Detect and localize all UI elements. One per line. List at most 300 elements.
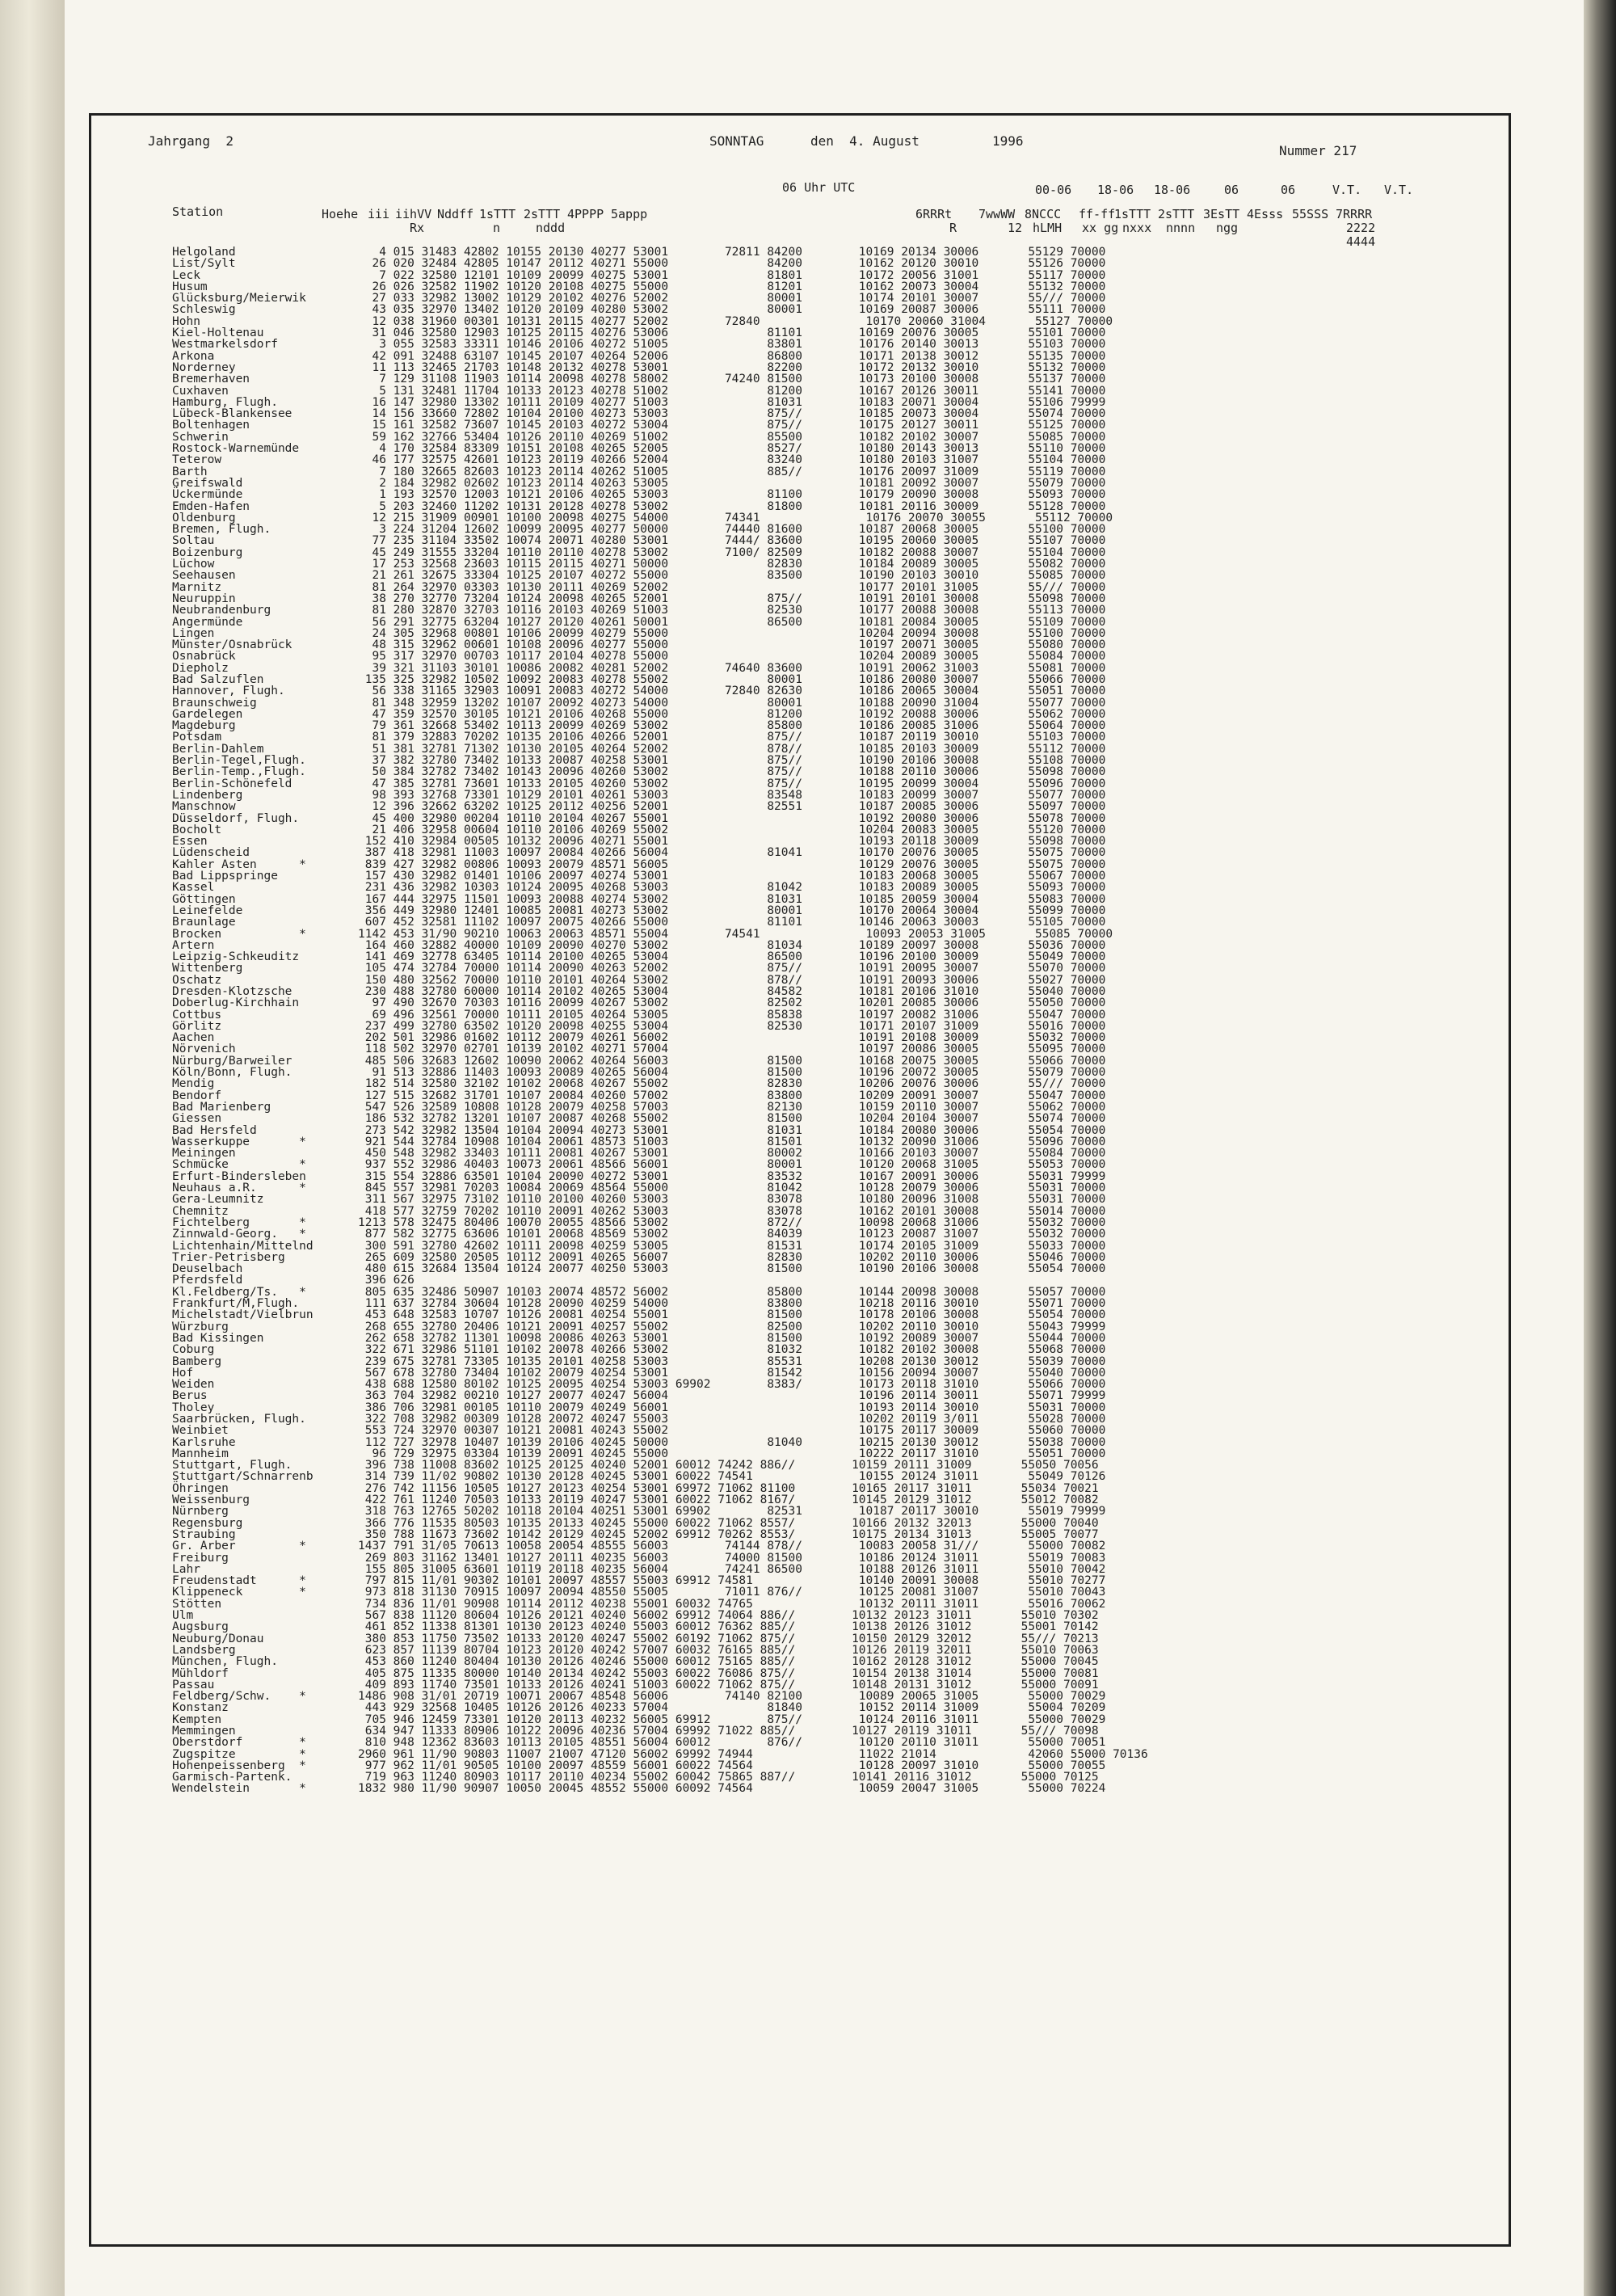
station-values: 45 400 32980 00204 10110 20104 40267 55001 10192 20080 30006 55078 70000 bbox=[358, 811, 1106, 825]
station-values: 409 893 11740 73501 10133 20126 40241 51003 60022 71062 875// 10148 20131 31012 55000 70091 bbox=[358, 1678, 1099, 1691]
station-name: Tholey bbox=[172, 1401, 215, 1414]
station-values: 937 552 32986 40403 10073 20061 48566 56001 80001 10120 20068 31005 55053 70000 bbox=[358, 1158, 1106, 1172]
station-values: 973 818 31130 70915 10097 20094 48550 55005 71011 876// 10125 20081 31007 55010 70043 bbox=[358, 1586, 1106, 1599]
station-name: Pferdsfeld bbox=[172, 1274, 243, 1287]
station-values: 418 577 32759 70202 10110 20091 40262 53003 83078 10162 20101 30008 55014 70000 bbox=[358, 1204, 1106, 1218]
station-name: Würzburg bbox=[172, 1320, 229, 1333]
table-row bbox=[172, 1656, 1148, 1667]
station-values: 322 708 32982 00309 10128 20072 40247 55003 10202 20119 3/011 55028 70000 bbox=[358, 1412, 1106, 1426]
station-name: Oldenburg bbox=[172, 511, 236, 524]
station-name: Garmisch-Partenk. bbox=[172, 1771, 292, 1784]
table-row bbox=[172, 824, 1148, 836]
station-values: 977 962 11/01 90505 10100 20097 48559 56001 60022 74564 10128 20097 31010 55000 70055 bbox=[358, 1759, 1106, 1772]
station-name: Göttingen bbox=[172, 892, 236, 906]
table-row bbox=[172, 1529, 1148, 1540]
station-name: Neubrandenburg bbox=[172, 604, 271, 617]
station-name: Passau bbox=[172, 1678, 215, 1691]
station-name: Landsberg bbox=[172, 1643, 236, 1657]
station-values: 81 264 32970 03303 10130 20111 40269 52002 10177 20101 31005 55/// 70000 bbox=[358, 580, 1106, 594]
table-row bbox=[172, 478, 1148, 489]
station-name: Lingen bbox=[172, 626, 215, 640]
station-values: 1486 908 31/01 20719 10071 20067 48548 56006 74140 82100 10089 20065 31005 55000 70029 bbox=[358, 1690, 1106, 1704]
station-name: Arkona bbox=[172, 349, 215, 363]
table-row bbox=[172, 1460, 1148, 1471]
table-row bbox=[172, 1136, 1148, 1148]
station-name: Freudenstadt * bbox=[172, 1574, 306, 1588]
table-row bbox=[172, 1171, 1148, 1182]
station-name: Weinbiet bbox=[172, 1424, 229, 1438]
station-values: 150 480 32562 70000 10110 20101 40264 53002 878// 10191 20093 30006 55027 70000 bbox=[358, 973, 1106, 987]
station-values: 366 776 11535 80503 10135 20133 40245 55000 60022 71062 8557/ 10166 20132 32013 55000 70040 bbox=[358, 1516, 1099, 1530]
station-values: 7 129 31108 11903 10114 20098 40278 58002 74240 81500 10173 20100 30008 55137 70000 bbox=[358, 373, 1106, 386]
station-name: Stuttgart/Schnarrenb bbox=[172, 1470, 314, 1484]
station-name: Frankfurt/M,Flugh. bbox=[172, 1297, 300, 1311]
station-values: 553 724 32970 00307 10121 20081 40243 55002 10175 20117 30009 55060 70000 bbox=[358, 1424, 1106, 1438]
station-values: 21 261 32675 33304 10125 20107 40272 55000 83500 10190 20103 30010 55085 70000 bbox=[358, 569, 1106, 583]
table-row bbox=[172, 813, 1148, 824]
station-values: 4 015 31483 42802 10155 20130 40277 53001 72811 84200 10169 20134 30006 55129 70000 bbox=[358, 246, 1106, 259]
station-values: 5 203 32460 11202 10131 20128 40278 53002 81800 10181 20116 30009 55128 70000 bbox=[358, 499, 1106, 513]
col-sub-rx: Rx bbox=[410, 221, 425, 235]
station-values: 877 582 32775 63606 10101 20068 48569 53002 84039 10123 20087 31007 55032 70000 bbox=[358, 1228, 1106, 1241]
table-row bbox=[172, 1506, 1148, 1517]
col-sub-4444: 4444 bbox=[1346, 234, 1376, 249]
station-name: Wasserkuppe * bbox=[172, 1135, 306, 1148]
station-name: Magdeburg bbox=[172, 719, 236, 733]
table-row bbox=[172, 1645, 1148, 1656]
station-name: Brocken * bbox=[172, 927, 306, 941]
table-row bbox=[172, 709, 1148, 720]
table-row bbox=[172, 986, 1148, 997]
station-name: Feldberg/Schw. * bbox=[172, 1690, 306, 1704]
station-name: Lüchow bbox=[172, 558, 215, 571]
station-values: 81 348 32959 13202 10107 20092 40273 54000 80001 10188 20090 31004 55077 70000 bbox=[358, 696, 1106, 710]
table-row bbox=[172, 1344, 1148, 1355]
station-name: Rostock-Warnemünde bbox=[172, 442, 300, 456]
station-name: Helgoland bbox=[172, 246, 236, 259]
station-name: Essen bbox=[172, 835, 208, 849]
station-name: Manschnow bbox=[172, 800, 236, 814]
station-name: Kiel-Holtenau bbox=[172, 326, 264, 340]
station-values: 1213 578 32475 80406 10070 20055 48566 53002 872// 10098 20068 31006 55032 70000 bbox=[358, 1215, 1106, 1229]
station-values: 396 738 11008 83602 10125 20125 40240 52001 60012 74242 886// 10159 20111 31009 55050 70056 bbox=[358, 1459, 1099, 1472]
station-name: Erfurt-Bindersleben bbox=[172, 1169, 306, 1183]
station-name: Braunschweig bbox=[172, 696, 257, 710]
station-values: 38 270 32770 73204 10124 20098 40265 52001 875// 10191 20101 30008 55098 70000 bbox=[358, 592, 1106, 605]
table-row bbox=[172, 1228, 1148, 1240]
table-row bbox=[172, 997, 1148, 1009]
table-row bbox=[172, 1287, 1148, 1298]
col-top-06b: 06 bbox=[1281, 183, 1296, 197]
station-values: 24 305 32968 00801 10106 20099 40279 55000 10204 20094 30008 55100 70000 bbox=[358, 626, 1106, 640]
station-values: 268 655 32780 20406 10121 20091 40257 55002 82500 10202 20110 30010 55043 79999 bbox=[358, 1320, 1106, 1333]
table-row bbox=[172, 847, 1148, 858]
weekday-label: SONNTAG bbox=[709, 133, 764, 149]
table-row bbox=[172, 685, 1148, 697]
table-row bbox=[172, 1599, 1148, 1610]
station-name: Lübeck-Blankensee bbox=[172, 407, 292, 421]
station-values: 734 836 11/01 90908 10114 20112 40238 55001 60032 74765 10132 20111 31011 55016 70062 bbox=[358, 1597, 1106, 1611]
table-row bbox=[172, 1575, 1148, 1586]
table-row bbox=[172, 1113, 1148, 1124]
station-name: Stötten bbox=[172, 1597, 222, 1611]
station-values: 387 418 32981 11003 10097 20084 40266 56004 81041 10170 20076 30005 55075 70000 bbox=[358, 846, 1106, 860]
station-name: Dresden-Klotzsche bbox=[172, 985, 292, 998]
station-values: 719 963 11240 80903 10117 20110 40234 55002 60042 75865 887// 10141 20116 31012 55000 70125 bbox=[358, 1771, 1099, 1784]
station-values: 3 055 32583 33311 10146 20106 40272 51005 83801 10176 20140 30013 55103 70000 bbox=[358, 338, 1106, 352]
document-page bbox=[65, 0, 1584, 2296]
table-row bbox=[172, 916, 1148, 928]
station-name: Chemnitz bbox=[172, 1204, 229, 1218]
station-name: Schwerin bbox=[172, 430, 229, 444]
year-label: 1996 bbox=[992, 133, 1024, 149]
station-values: 623 857 11139 80704 10123 20120 40242 57007 60032 76165 885// 10126 20119 32011 55010 70063 bbox=[358, 1643, 1099, 1657]
table-row bbox=[172, 512, 1148, 524]
table-row bbox=[172, 1714, 1148, 1725]
station-values: 396 626 bbox=[358, 1274, 415, 1287]
station-name: Karlsruhe bbox=[172, 1435, 236, 1449]
col-hoehe: Hoehe bbox=[322, 207, 359, 221]
station-name: Köln/Bonn, Flugh. bbox=[172, 1066, 292, 1080]
station-values: 182 514 32580 32102 10102 20068 40267 55002 82830 10206 20076 30006 55/// 70000 bbox=[358, 1077, 1106, 1091]
table-row bbox=[172, 1125, 1148, 1136]
col-3estt: 3EsTT bbox=[1203, 207, 1240, 221]
table-row bbox=[172, 651, 1148, 662]
station-name: Osnabrück bbox=[172, 650, 236, 664]
station-values: 921 544 32784 10908 10104 20061 48573 51003 81501 10132 20090 31006 55096 70000 bbox=[358, 1135, 1106, 1148]
station-values: 1 193 32570 12003 10121 20106 40265 53003 81100 10179 20090 30008 55093 70000 bbox=[358, 488, 1106, 502]
table-row bbox=[172, 1356, 1148, 1367]
table-row bbox=[172, 1448, 1148, 1460]
col-sub-n: n bbox=[493, 221, 501, 235]
station-values: 839 427 32982 00806 10093 20079 48571 56005 10129 20076 30005 55075 70000 bbox=[358, 857, 1106, 871]
station-values: 237 499 32780 63502 10120 20098 40255 53004 82530 10171 20107 31009 55016 70000 bbox=[358, 1019, 1106, 1033]
table-row bbox=[172, 1067, 1148, 1078]
station-values: 56 338 31165 32903 10091 20083 40272 54000 72840 82630 10186 20065 30004 55051 70000 bbox=[358, 685, 1106, 698]
station-name: Hof bbox=[172, 1366, 194, 1380]
col-station: Station bbox=[172, 204, 224, 219]
table-row bbox=[172, 582, 1148, 593]
col-2sttt: 2sTTT bbox=[524, 207, 561, 221]
table-row bbox=[172, 1518, 1148, 1529]
station-values: 26 026 32582 11902 10120 20108 40275 55000 81201 10162 20073 30004 55132 70000 bbox=[358, 280, 1106, 293]
station-values: 112 727 32978 10407 10139 20106 40245 50000 81040 10215 20130 30012 55038 70000 bbox=[358, 1435, 1106, 1449]
station-name: Nörvenich bbox=[172, 1043, 236, 1056]
station-name: Teterow bbox=[172, 453, 222, 467]
station-name: Deuselbach bbox=[172, 1262, 243, 1276]
station-name: Saarbrücken, Flugh. bbox=[172, 1412, 306, 1426]
station-values: 45 249 31555 33204 10110 20110 40278 53002 7100/ 82509 10182 20088 30007 55104 70000 bbox=[358, 546, 1106, 559]
table-row bbox=[172, 1586, 1148, 1598]
table-row bbox=[172, 304, 1148, 315]
col-top-06a: 06 bbox=[1224, 183, 1239, 197]
station-values: 634 947 11333 80906 10122 20096 40236 57004 69992 71022 885// 10127 20119 31011 55/// 70098 bbox=[358, 1725, 1099, 1738]
table-row bbox=[172, 1182, 1148, 1194]
station-values: 480 615 32684 13504 10124 20077 40250 53003 81500 10190 20106 30008 55054 70000 bbox=[358, 1262, 1106, 1276]
table-row bbox=[172, 1564, 1148, 1575]
station-name: Berlin-Temp.,Flugh. bbox=[172, 765, 306, 779]
col-55sss: 55SSS bbox=[1292, 207, 1329, 221]
table-row bbox=[172, 1148, 1148, 1159]
table-row bbox=[172, 316, 1148, 327]
table-row bbox=[172, 744, 1148, 755]
station-values: 4 170 32584 83309 10151 20108 40265 52005 8527/ 10180 20143 30013 55110 70000 bbox=[358, 442, 1106, 456]
col-sub-2222: 2222 bbox=[1346, 221, 1376, 235]
table-row bbox=[172, 1367, 1148, 1379]
station-values: 265 609 32580 20505 10112 20091 40265 56007 82830 10202 20110 30006 55046 70000 bbox=[358, 1250, 1106, 1264]
station-values: 51 381 32781 71302 10130 20105 40264 52002 878// 10185 20103 30009 55112 70000 bbox=[358, 742, 1106, 756]
station-name: Norderney bbox=[172, 360, 236, 374]
station-name: Hamburg, Flugh. bbox=[172, 395, 278, 409]
station-name: Bremen, Flugh. bbox=[172, 523, 271, 537]
station-values: 16 147 32980 13302 10111 20109 40277 51003 81031 10183 20071 30004 55106 79999 bbox=[358, 395, 1106, 409]
table-row bbox=[172, 929, 1148, 940]
station-values: 91 513 32886 11403 10093 20089 40265 56004 81500 10196 20072 30005 55079 70000 bbox=[358, 1066, 1106, 1080]
table-row bbox=[172, 1078, 1148, 1089]
station-values: 1437 791 31/05 70613 10058 20054 48555 56003 74144 878// 10083 20058 31/// 55000 70082 bbox=[358, 1540, 1106, 1553]
station-name: Schmücke * bbox=[172, 1158, 306, 1172]
station-name: Gardelegen bbox=[172, 707, 243, 721]
station-name: Mannheim bbox=[172, 1447, 229, 1460]
station-values: 37 382 32780 73402 10133 20087 40258 53001 875// 10190 20106 30008 55108 70000 bbox=[358, 754, 1106, 768]
station-name: Artern bbox=[172, 938, 215, 952]
station-values: 152 410 32984 00505 10132 20096 40271 55001 10193 20118 30009 55098 70000 bbox=[358, 835, 1106, 849]
station-values: 46 177 32575 42601 10123 20119 40266 52004 83240 10180 20103 31007 55104 70000 bbox=[358, 453, 1106, 467]
station-name: Meiningen bbox=[172, 1147, 236, 1161]
station-values: 27 033 32982 13002 10129 20102 40276 52002 80001 10174 20101 30007 55/// 70000 bbox=[358, 292, 1106, 305]
station-values: 322 671 32986 51101 10102 20078 40266 53002 81032 10182 20102 30008 55068 70000 bbox=[358, 1343, 1106, 1357]
table-row bbox=[172, 836, 1148, 847]
station-values: 453 860 11240 80404 10130 20126 40246 55000 60012 75165 885// 10162 20128 31012 55000 70045 bbox=[358, 1655, 1099, 1669]
station-values: 98 393 32768 73301 10129 20101 40261 53003 83548 10183 20099 30007 55077 70000 bbox=[358, 788, 1106, 802]
table-row bbox=[172, 905, 1148, 916]
station-values: 231 436 32982 10303 10124 20095 40268 53003 81042 10183 20089 30005 55093 70000 bbox=[358, 881, 1106, 895]
station-values: 56 291 32775 63204 10127 20120 40261 50001 86500 10181 20084 30005 55109 70000 bbox=[358, 615, 1106, 629]
table-row bbox=[172, 1494, 1148, 1506]
station-values: 2960 961 11/90 90803 11007 21007 47120 56002 69992 74944 11022 21014 42060 55000 70136 bbox=[358, 1747, 1148, 1761]
station-name: Kl.Feldberg/Ts. * bbox=[172, 1285, 306, 1299]
station-name: Neuruppin bbox=[172, 592, 236, 605]
col-4esss: 4Esss bbox=[1247, 207, 1284, 221]
station-values: 81 379 32883 70202 10135 20106 40266 52001 875// 10187 20119 30010 55103 70000 bbox=[358, 731, 1106, 744]
table-row bbox=[172, 1241, 1148, 1252]
station-name: Bamberg bbox=[172, 1354, 222, 1368]
station-name: Lichtenhain/Mittelnd bbox=[172, 1239, 314, 1253]
table-row bbox=[172, 1437, 1148, 1448]
station-name: Barth bbox=[172, 465, 208, 478]
station-name: Düsseldorf, Flugh. bbox=[172, 811, 300, 825]
station-values: 95 317 32970 00703 10117 20104 40278 55000 10204 20089 30005 55084 70000 bbox=[358, 650, 1106, 664]
station-name: Nürnberg bbox=[172, 1505, 229, 1519]
station-name: Zugspitze * bbox=[172, 1747, 306, 1761]
table-row bbox=[172, 1021, 1148, 1032]
station-values: 273 542 32982 13504 10104 20094 40273 53001 81031 10184 20080 30006 55054 70000 bbox=[358, 1123, 1106, 1137]
table-row bbox=[172, 1194, 1148, 1205]
station-name: Gera-Leumnitz bbox=[172, 1193, 264, 1207]
table-row bbox=[172, 1610, 1148, 1621]
station-values: 7 022 32580 12101 10109 20099 40275 53001 81801 10172 20056 31001 55117 70000 bbox=[358, 268, 1106, 282]
table-row bbox=[172, 547, 1148, 558]
col-top-1806b: 18-06 bbox=[1154, 183, 1191, 197]
jahrgang-label: Jahrgang 2 bbox=[148, 133, 234, 149]
col-top-utc: 06 Uhr UTC bbox=[782, 180, 856, 195]
station-name: Potsdam bbox=[172, 731, 222, 744]
station-name: Emden-Hafen bbox=[172, 499, 250, 513]
station-name: Cuxhaven bbox=[172, 384, 229, 398]
station-name: Braunlage bbox=[172, 916, 236, 929]
table-row bbox=[172, 1009, 1148, 1021]
station-name: Michelstadt/Vielbrun bbox=[172, 1308, 314, 1322]
table-row bbox=[172, 1379, 1148, 1390]
station-values: 12 215 31909 00901 10100 20098 40275 54000 74341 10176 20070 30055 55112 70000 bbox=[358, 511, 1113, 524]
page-edge-right bbox=[1584, 0, 1616, 2296]
station-name: Angermünde bbox=[172, 615, 243, 629]
station-name: Berlin-Tegel,Flugh. bbox=[172, 754, 306, 768]
station-values: 315 554 32886 63501 10104 20090 40272 53001 83532 10167 20091 30006 55031 79999 bbox=[358, 1169, 1106, 1183]
table-row bbox=[172, 697, 1148, 709]
station-values: 386 706 32981 00105 10110 20079 40249 56001 10193 20114 30010 55031 70000 bbox=[358, 1401, 1106, 1414]
table-row bbox=[172, 628, 1148, 639]
station-values: 96 729 32975 03304 10139 20091 40245 55000 10222 20117 31010 55051 70000 bbox=[358, 1447, 1106, 1460]
table-row bbox=[172, 1737, 1148, 1748]
table-row bbox=[172, 1309, 1148, 1321]
table-row bbox=[172, 1102, 1148, 1113]
station-values: 314 739 11/02 90802 10130 20128 40245 53001 60022 74541 10155 20124 31011 55049 70126 bbox=[358, 1470, 1106, 1484]
station-name: Doberlug-Kirchhain bbox=[172, 996, 300, 1010]
table-row bbox=[172, 1540, 1148, 1552]
table-row bbox=[172, 443, 1148, 454]
station-name: Marnitz bbox=[172, 580, 222, 594]
col-iii: iii bbox=[368, 207, 390, 221]
table-row bbox=[172, 1691, 1148, 1702]
station-name: Aachen bbox=[172, 1031, 215, 1045]
station-name: Cottbus bbox=[172, 1008, 222, 1022]
table-row bbox=[172, 327, 1148, 339]
station-name: Diepholz bbox=[172, 661, 229, 675]
station-values: 50 384 32782 73402 10143 20096 40260 53002 875// 10188 20110 30006 55098 70000 bbox=[358, 765, 1106, 779]
station-name: Glücksburg/Meierwik bbox=[172, 292, 306, 305]
station-values: 47 359 32570 30105 10121 20106 40268 55000 81200 10192 20088 30006 55062 70000 bbox=[358, 707, 1106, 721]
station-name: Schleswig bbox=[172, 303, 236, 317]
station-values: 262 658 32782 11301 10098 20086 40263 53001 81500 10192 20089 30007 55044 70000 bbox=[358, 1331, 1106, 1345]
table-row bbox=[172, 975, 1148, 986]
station-values: 547 526 32589 10808 10128 20079 40258 57003 82130 10159 20110 30007 55062 70000 bbox=[358, 1100, 1106, 1114]
station-values: 5 131 32481 11704 10133 20123 40278 51002 81200 10167 20126 30011 55141 70000 bbox=[358, 384, 1106, 398]
table-row bbox=[172, 373, 1148, 385]
station-values: 111 637 32784 30604 10128 20090 40259 54000 83800 10218 20116 30010 55071 70000 bbox=[358, 1297, 1106, 1311]
station-name: Leinefelde bbox=[172, 904, 243, 917]
station-name: Straubing bbox=[172, 1527, 236, 1541]
date-label: den 4. August bbox=[810, 133, 920, 149]
col-1sttt-b: 1sTTT bbox=[1114, 207, 1151, 221]
col-sub-nddd: nddd bbox=[536, 221, 566, 235]
table-row bbox=[172, 362, 1148, 373]
station-name: Seehausen bbox=[172, 569, 236, 583]
station-name: Münster/Osnabrück bbox=[172, 638, 292, 652]
table-row bbox=[172, 639, 1148, 651]
station-values: 59 162 32766 53404 10126 20110 40269 51002 85500 10182 20102 30007 55085 70000 bbox=[358, 430, 1106, 444]
station-name: Westmarkelsdorf bbox=[172, 338, 278, 352]
table-row bbox=[172, 951, 1148, 963]
station-values: 164 460 32882 40000 10109 20090 40270 53002 81034 10189 20097 30008 55036 70000 bbox=[358, 938, 1106, 952]
col-sub-hlmh: hLMH bbox=[1033, 221, 1063, 235]
station-name: Neuburg/Donau bbox=[172, 1632, 264, 1645]
station-values: 276 742 11156 10505 10127 20123 40254 53001 69972 71062 81100 10165 20117 31011 55034 70021 bbox=[358, 1481, 1099, 1495]
station-name: Lahr bbox=[172, 1562, 200, 1576]
station-values: 363 704 32982 00210 10127 20077 40247 56004 10196 20114 30011 55071 79999 bbox=[358, 1389, 1106, 1403]
station-values: 810 948 12362 83603 10113 20105 48551 56004 60012 876// 10120 20110 31011 55000 70051 bbox=[358, 1736, 1106, 1750]
station-name: Görlitz bbox=[172, 1019, 222, 1033]
table-row bbox=[172, 1321, 1148, 1333]
station-name: List/Sylt bbox=[172, 257, 236, 271]
station-values: 350 788 11673 73602 10142 20129 40245 52002 69912 70262 8553/ 10175 20134 31013 55005 70077 bbox=[358, 1527, 1099, 1541]
table-row bbox=[172, 940, 1148, 951]
table-row bbox=[172, 1090, 1148, 1102]
station-values: 422 761 11240 70503 10133 20119 40247 53001 60022 71062 8167/ 10145 20129 31012 55012 70082 bbox=[358, 1493, 1099, 1507]
station-values: 380 853 11750 73502 10133 20120 40247 55002 60192 71062 875// 10150 20129 32012 55/// 70213 bbox=[358, 1632, 1099, 1645]
station-name: Berus bbox=[172, 1389, 208, 1403]
table-row bbox=[172, 790, 1148, 801]
col-sub-12: 12 bbox=[1008, 221, 1023, 235]
station-name: Öhringen bbox=[172, 1481, 229, 1495]
table-row bbox=[172, 1552, 1148, 1564]
table-row bbox=[172, 351, 1148, 362]
table-row bbox=[172, 1043, 1148, 1055]
col-top-vt2: V.T. bbox=[1384, 183, 1414, 197]
station-name: Stuttgart, Flugh. bbox=[172, 1459, 292, 1472]
station-values: 461 852 11338 81301 10130 20123 40240 55003 60012 76362 885// 10138 20126 31012 55001 70142 bbox=[358, 1620, 1099, 1634]
station-name: Augsburg bbox=[172, 1620, 229, 1634]
station-values: 318 763 12765 50202 10118 20104 40251 53001 69902 82531 10187 20117 30010 55019 79999 bbox=[358, 1505, 1106, 1519]
col-7rrrr: 7RRRR bbox=[1336, 207, 1373, 221]
table-row bbox=[172, 1402, 1148, 1413]
col-6rrrt: 6RRRt bbox=[915, 207, 953, 221]
table-row bbox=[172, 1425, 1148, 1436]
col-iihvv: iihVV bbox=[395, 207, 432, 221]
station-values: 797 815 11/01 90302 10101 20097 48557 55003 69912 74581 10140 20091 30008 55010 70277 bbox=[358, 1574, 1106, 1588]
table-row bbox=[172, 281, 1148, 293]
station-values: 17 253 32568 23603 10115 20115 40271 50000 82830 10184 20089 30005 55082 70000 bbox=[358, 558, 1106, 571]
station-name: Soltau bbox=[172, 534, 215, 548]
table-row bbox=[172, 1483, 1148, 1494]
station-values: 48 315 32962 00601 10108 20096 40277 55000 10197 20071 30005 55080 70000 bbox=[358, 638, 1106, 652]
station-name: Bad Salzuflen bbox=[172, 672, 264, 686]
station-name: Kempten bbox=[172, 1713, 222, 1726]
col-nddff: Nddff bbox=[437, 207, 474, 221]
table-row bbox=[172, 1760, 1148, 1772]
col-top-0006: 00-06 bbox=[1035, 183, 1072, 197]
col-sub-ngg: ngg bbox=[1216, 221, 1239, 235]
station-values: 42 091 32488 63107 10145 20107 40264 52006 86800 10171 20138 30012 55135 70000 bbox=[358, 349, 1106, 363]
table-row bbox=[172, 570, 1148, 581]
station-values: 31 046 32580 12903 10125 20115 40276 53006 81101 10169 20076 30005 55101 70000 bbox=[358, 326, 1106, 340]
station-name: Bocholt bbox=[172, 823, 222, 836]
table-row bbox=[172, 419, 1148, 431]
station-values: 1832 980 11/90 90907 10050 20045 48552 55000 60092 74564 10059 20047 31005 55000 70224 bbox=[358, 1782, 1106, 1796]
station-values: 14 156 33660 72802 10104 20100 40273 53003 875// 10185 20073 30004 55074 70000 bbox=[358, 407, 1106, 421]
station-values: 311 567 32975 73102 10110 20100 40260 53003 83078 10180 20096 31008 55031 70000 bbox=[358, 1193, 1106, 1207]
table-row bbox=[172, 1274, 1148, 1286]
col-1sttt: 1sTTT bbox=[479, 207, 516, 221]
station-name: Bremerhaven bbox=[172, 373, 250, 386]
table-row bbox=[172, 524, 1148, 535]
station-name: Weissenburg bbox=[172, 1493, 250, 1507]
station-name: Ulm bbox=[172, 1609, 194, 1623]
station-values: 167 444 32975 11501 10093 20088 40274 53002 81031 10185 20059 30004 55083 70000 bbox=[358, 892, 1106, 906]
station-name: Lindenberg bbox=[172, 788, 243, 802]
table-row bbox=[172, 731, 1148, 743]
table-row bbox=[172, 617, 1148, 628]
